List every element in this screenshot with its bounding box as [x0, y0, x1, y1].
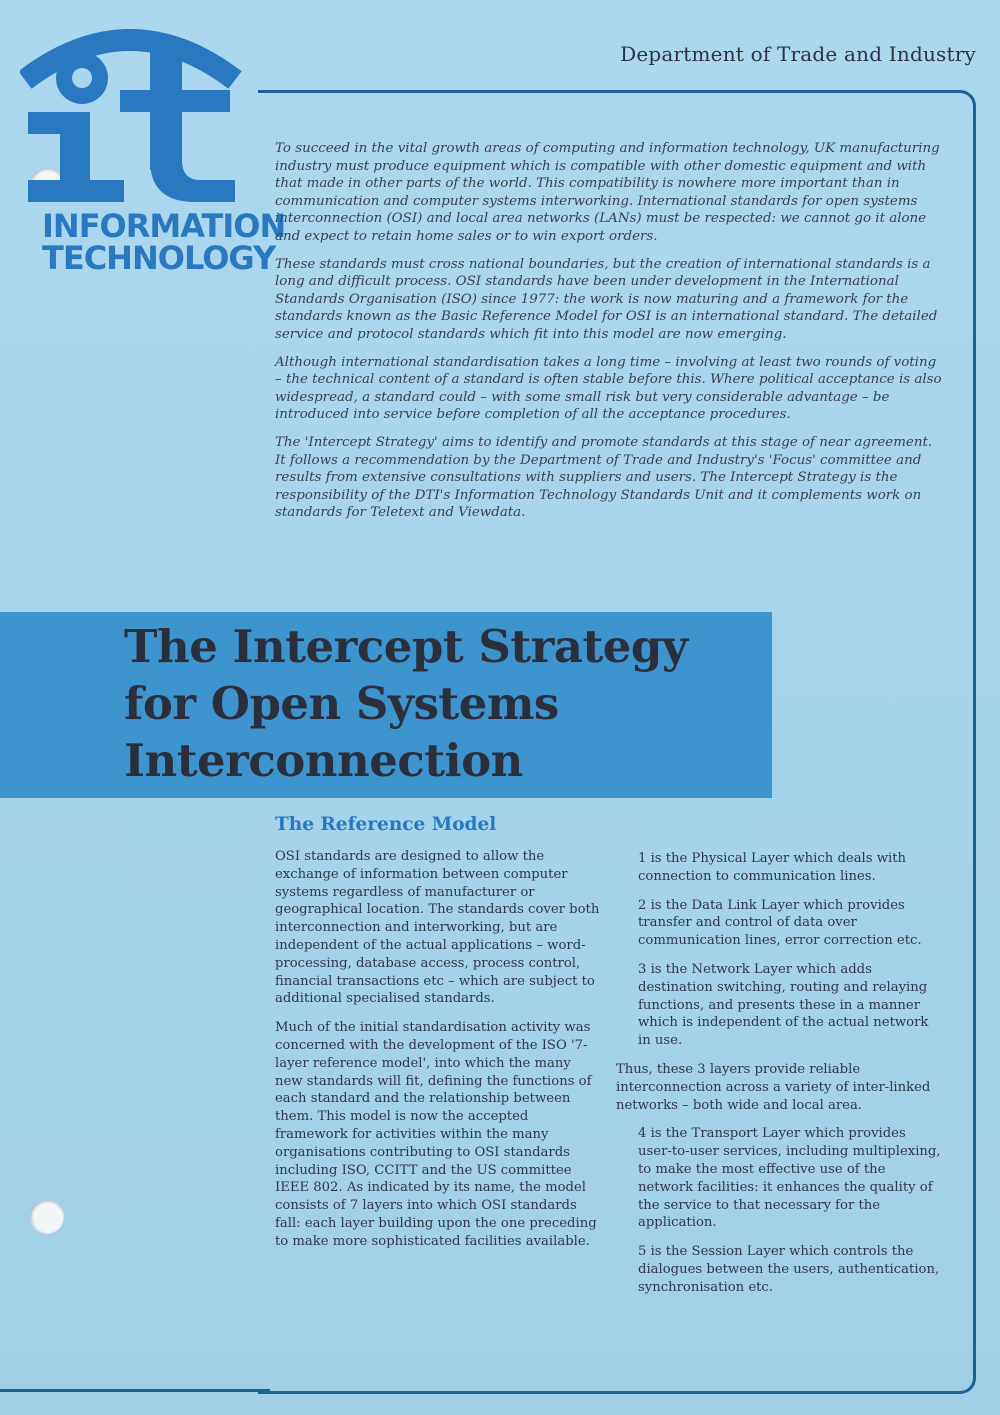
body-paragraph: Thus, these 3 layers provide reliable interconnection across a variety of inter-linked networks – both wide and local area. [616, 1061, 931, 1113]
layer-item: 1 is the Physical Layer which deals with connection to communication lines. [638, 851, 907, 884]
it-logo-icon [20, 20, 245, 210]
title-line: The Intercept Strategy [124, 620, 688, 673]
department-name: Department of Trade and Industry [620, 42, 976, 66]
it-logo [20, 20, 286, 277]
body-paragraph: Much of the initial standardisation activity was concerned with the development of the ISO '7-layer reference model', into which the many new standards will fit, defining the functions of each standard and the relationship between them. This model is now the accepted framework for activities within the many organisations contributing to OSI standards including ISO, CCITT and the US committee IEEE 802. As indicated by its name, the model consists of 7 layers into which OSI standards fall: each layer building upon the one preceding to make more sophisticated facilities available. [275, 1020, 597, 1249]
layer-item: 5 is the Session Layer which controls the dialogues between the users, authentication, synchronisation etc. [638, 1244, 940, 1295]
intro-text [275, 140, 943, 532]
intro-paragraph: To succeed in the vital growth areas of computing and information technology, UK manufacturing industry must produce equipment which is compatible with other domestic equipment and with that made in other parts of the world. This compatibility is nowhere more important than in communication and computer systems interworking. International standards for open systems interconnection (OSI) and local area networks (LANs) must be respected: we cannot go it alone and expect to retain home sales or to win export orders. [275, 141, 940, 244]
layer-item: 3 is the Network Layer which adds destination switching, routing and relaying functions, and presents these in a manner which is independent of the actual network in use. [638, 961, 929, 1049]
layer-item: 2 is the Data Link Layer which provides transfer and control of data over communication lines, error correction etc. [638, 897, 922, 949]
intro-paragraph: Although international standardisation takes a long time – involving at least two rounds of voting – the technical content of a standard is often stable before this. Where political acceptance is also widespread, a standard could – with some small risk but very considerable advantage – be introduced into service before completion of all the acceptance procedures. [275, 354, 942, 423]
logo-line-technology: TECHNOLOGY [42, 239, 276, 277]
logo-line-information: INFORMATION [42, 207, 286, 245]
layer-item: 4 is the Transport Layer which provides user-to-user services, including multiplexing, to make the most effective use of the network facilities: it enhances the quality of the service to that necessary for the application. [638, 1126, 941, 1231]
intro-paragraph: The 'Intercept Strategy' aims to identify and promote standards at this stage of near agreement. It follows a recommendation by the Department of Trade and Industry's 'Focus' committee and results from extensive consultations with suppliers and users. The Intercept Strategy is the responsibility of the DTI's Information Technology Standards Unit and it complements work on standards for Teletext and Viewdata. [275, 434, 933, 521]
intro-paragraph: These standards must cross national boundaries, but the creation of international standards is a long and difficult process. OSI standards have been under development in the International Standards Organisation (ISO) since 1977: the work is now maturing and a framework for the standards known as the Basic Reference Model for OSI is an international standard. The detailed service and protocol standards which fit into this model are now emerging. [275, 256, 938, 342]
right-column [616, 850, 941, 1308]
document-title [124, 618, 764, 789]
title-line: for Open Systems [124, 677, 559, 730]
body-paragraph: OSI standards are designed to allow the exchange of information between computer systems regardless of manufacturer or geographical location. The standards cover both interconnection and interworking, but are independent of the actual applications – word-processing, database access, process control, financial transactions etc – which are subject to additional specialised standards. [275, 849, 600, 1007]
left-column [275, 848, 600, 1262]
section-heading: The Reference Model [275, 814, 497, 835]
punch-hole [30, 1200, 64, 1234]
frame-bottom-rule [0, 1389, 270, 1392]
title-line: Interconnection [124, 734, 523, 787]
